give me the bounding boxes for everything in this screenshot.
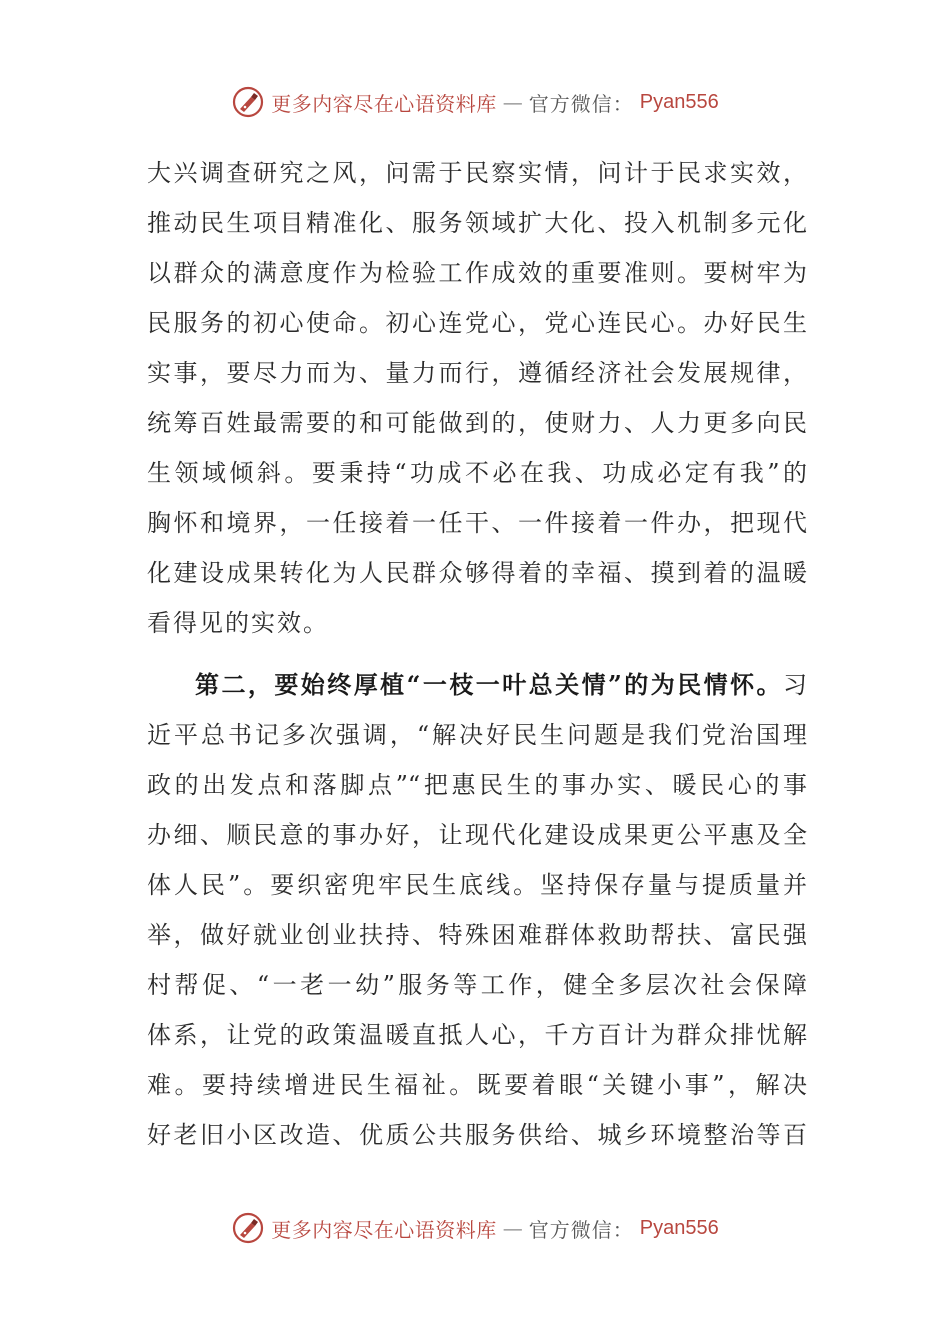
text-line: 大兴调查研究之风，问需于民察实情，问计于民求实效， <box>147 159 807 187</box>
banner-separator: — <box>502 90 523 114</box>
text-line: 看得见的实效。 <box>147 609 329 637</box>
text-line: 民服务的初心使命。初心连党心，党心连民心。办好民生 <box>147 309 807 337</box>
text-line: 举，做好就业创业扶持、特殊困难群体救助帮扶、富民强 <box>147 921 807 949</box>
text-line: 统筹百姓最需要的和可能做到的，使财力、人力更多向民 <box>147 409 807 437</box>
brand-name: 更多内容尽在心语资料库 <box>271 1217 497 1242</box>
banner-separator: — <box>502 1216 523 1240</box>
text-line: 化建设成果转化为人民群众够得着的幸福、摸到着的温暖 <box>147 559 807 587</box>
heading-continuation: 习 <box>783 671 807 699</box>
wechat-label: 官方微信： <box>528 91 634 116</box>
text-line: 好老旧小区改造、优质公共服务供给、城乡环境整治等百 <box>147 1121 807 1149</box>
brand-name: 更多内容尽在心语资料库 <box>271 91 497 116</box>
text-line: 体人民”。要织密兜牢民生底线。坚持保存量与提质量并 <box>147 871 807 899</box>
text-line: 生领域倾斜。要秉持“功成不必在我、功成必定有我”的 <box>147 459 807 487</box>
text-line: 办细、顺民意的事办好，让现代化建设成果更公平惠及全 <box>147 821 807 849</box>
wechat-id: Pyan556 <box>639 1216 719 1239</box>
wechat-label: 官方微信： <box>528 1217 634 1242</box>
paragraph-heading-line <box>147 660 807 710</box>
text-line: 政的出发点和落脚点”“把惠民生的事办实、暖民心的事 <box>147 771 807 799</box>
text-line: 体系，让党的政策温暖直抵人心，千方百计为群众排忧解 <box>147 1021 807 1049</box>
section-heading: 第二，要始终厚植“一枝一叶总关情”的为民情怀。 <box>195 670 783 699</box>
text-line: 村帮促、“一老一幼”服务等工作，健全多层次社会保障 <box>147 971 807 999</box>
pen-nib-logo-icon <box>231 1211 265 1245</box>
pen-nib-logo-icon <box>231 85 265 119</box>
text-line: 胸怀和境界，一任接着一任干、一件接着一件办，把现代 <box>147 509 807 537</box>
text-line: 实事，要尽力而为、量力而行，遵循经济社会发展规律， <box>147 359 807 387</box>
document-body <box>147 148 807 1160</box>
paragraph-1 <box>147 148 807 648</box>
wechat-id: Pyan556 <box>639 90 719 113</box>
text-line: 近平总书记多次强调，“解决好民生问题是我们党治国理 <box>147 721 807 749</box>
text-line: 以群众的满意度作为检验工作成效的重要准则。要树牢为 <box>147 259 807 287</box>
text-line: 推动民生项目精准化、服务领域扩大化、投入机制多元化 <box>147 209 807 237</box>
footer-banner <box>0 1208 950 1248</box>
text-line: 难。要持续增进民生福祉。既要着眼“关键小事”，解决 <box>147 1071 807 1099</box>
header-banner <box>0 82 950 122</box>
paragraph-2 <box>147 660 807 1160</box>
